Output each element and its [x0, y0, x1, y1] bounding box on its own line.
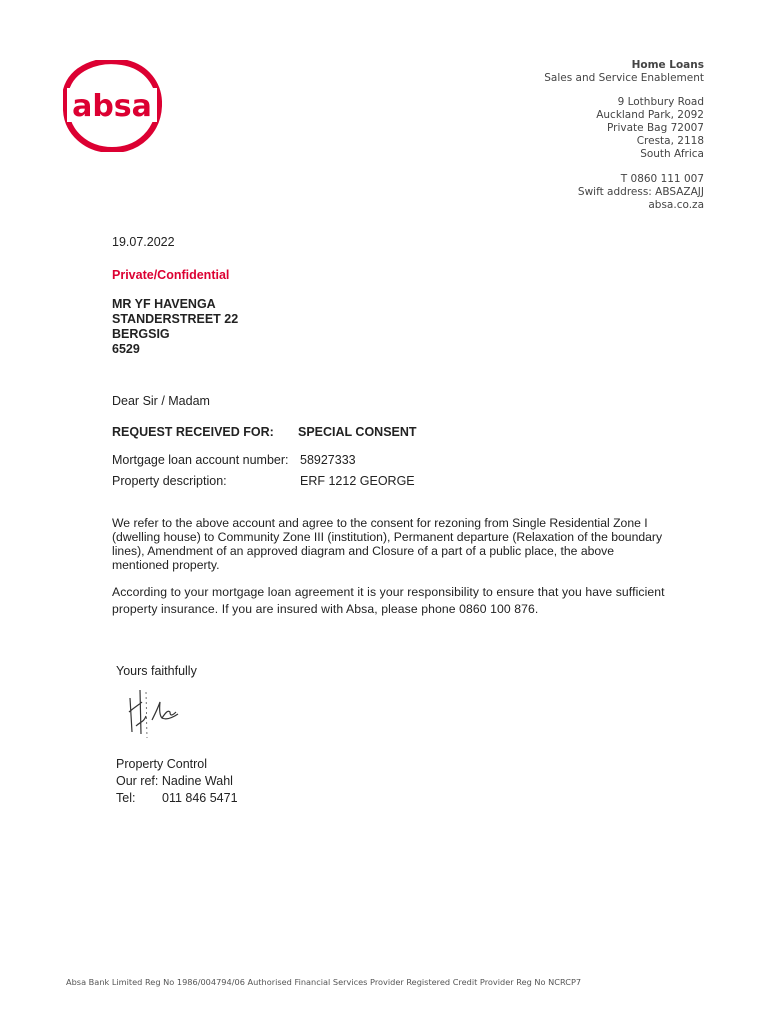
- logo-text: absa: [72, 89, 152, 124]
- account-label: Mortgage loan account number:: [112, 453, 289, 467]
- recipient-line: 6529: [112, 342, 140, 356]
- sender-address: [404, 96, 704, 161]
- request-label: REQUEST RECEIVED FOR:: [112, 425, 274, 439]
- absa-logo: [62, 60, 162, 152]
- footer-registration: Absa Bank Limited Reg No 1986/004794/06 Authorised Financial Services Provider Registered Credit Provider Reg No NCRCP7: [66, 977, 582, 987]
- tel-number: 011 846 5471: [162, 791, 238, 805]
- salutation: Dear Sir / Madam: [112, 394, 210, 408]
- website: absa.co.za: [648, 199, 704, 211]
- sender-header: [404, 59, 704, 85]
- sender-contact: [404, 173, 704, 212]
- address-line: 9 Lothbury Road: [617, 96, 704, 108]
- address-line: Auckland Park, 2092: [596, 109, 704, 121]
- paragraph-line: lines), Amendment of an approved diagram and Closure of a part of a public place, the above: [112, 544, 615, 558]
- paragraph-line: According to your mortgage loan agreement it is your responsibility to ensure that you have sufficient: [112, 585, 665, 599]
- closing: Yours faithfully: [116, 664, 197, 678]
- paragraph-consent: [112, 516, 702, 572]
- department: Home Loans: [631, 59, 704, 71]
- signature-image: [122, 682, 184, 740]
- recipient-address: [112, 297, 238, 357]
- absa-logo-mark: [62, 60, 162, 152]
- swift-address: Swift address: ABSAZAJJ: [577, 186, 704, 198]
- paragraph-line: We refer to the above account and agree to the consent for rezoning from Single Residential Zone I: [112, 516, 648, 530]
- signature-icon: [122, 682, 184, 740]
- address-line: Private Bag 72007: [607, 122, 704, 134]
- request-value: SPECIAL CONSENT: [298, 425, 417, 439]
- letter-date: 19.07.2022: [112, 235, 175, 249]
- paragraph-line: property insurance. If you are insured with Absa, please phone 0860 100 876.: [112, 602, 539, 616]
- classification: Private/Confidential: [112, 268, 230, 282]
- unit: Sales and Service Enablement: [544, 72, 704, 84]
- signoff-department: Property Control: [116, 757, 208, 771]
- account-number: 58927333: [300, 453, 356, 467]
- our-reference: Our ref: Nadine Wahl: [116, 774, 233, 788]
- paragraph-line: (dwelling house) to Community Zone III (institution), Permanent departure (Relaxation of the boundary: [112, 530, 663, 544]
- phone: T 0860 111 007: [620, 173, 704, 185]
- property-description: ERF 1212 GEORGE: [300, 474, 415, 488]
- property-label: Property description:: [112, 474, 227, 488]
- paragraph-insurance: [112, 584, 712, 618]
- address-line: South Africa: [640, 148, 704, 160]
- recipient-line: STANDERSTREET 22: [112, 312, 239, 326]
- address-line: Cresta, 2118: [636, 135, 704, 147]
- paragraph-line: mentioned property.: [112, 558, 220, 572]
- tel-label: Tel:: [116, 791, 136, 805]
- recipient-line: MR YF HAVENGA: [112, 297, 216, 311]
- recipient-line: BERGSIG: [112, 327, 170, 341]
